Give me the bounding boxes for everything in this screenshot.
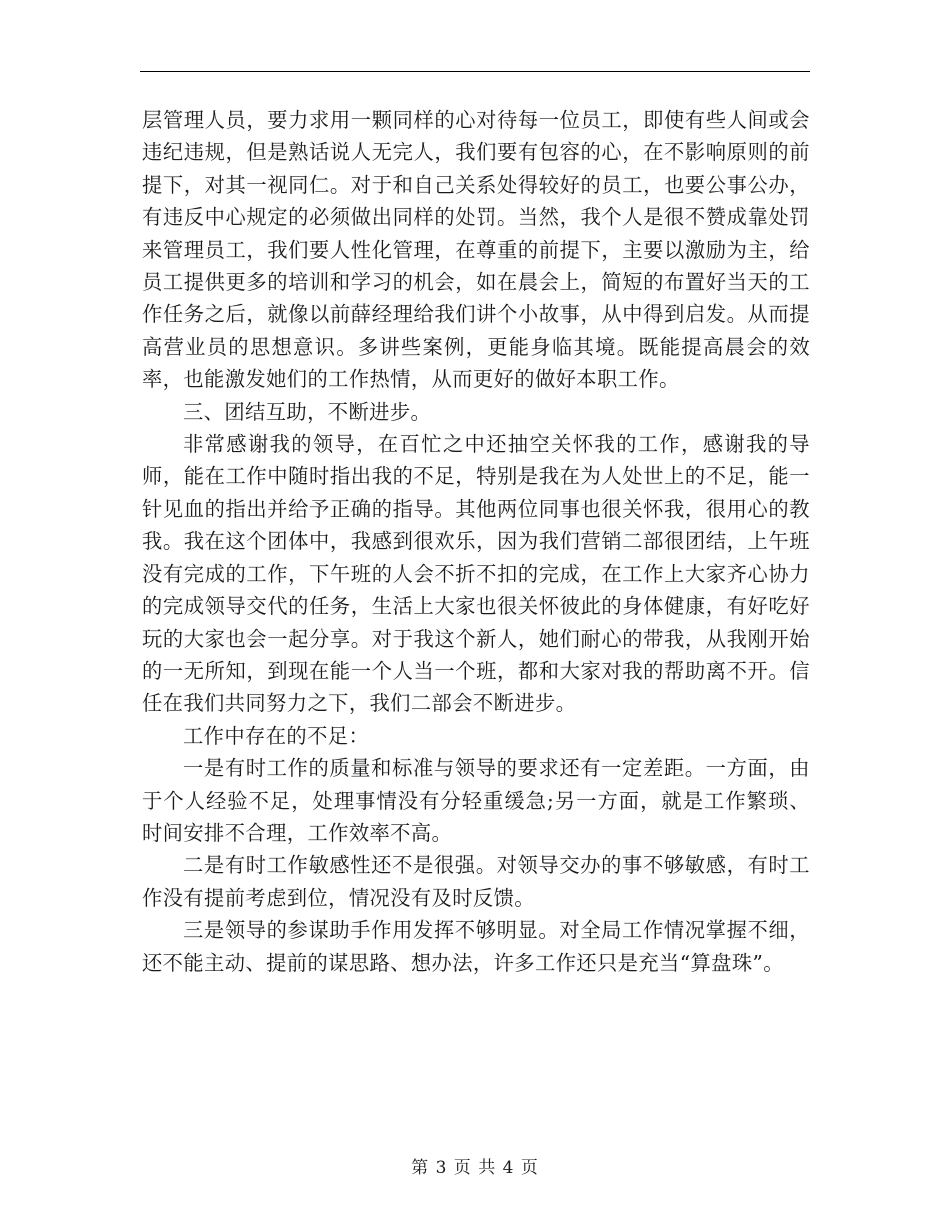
document-body <box>142 104 810 979</box>
section-heading: 三、团结互助，不断进步。 <box>183 399 432 424</box>
shortcomings-heading: 工作中存在的不足： <box>183 723 370 748</box>
header-rule <box>140 71 810 72</box>
shortcoming-item-3: 三是领导的参谋助手作用发挥不够明显。对全局工作情况掌握不细，还不能主动、提前的谋思路、想办法，许多工作还只是充当“算盘珠”。 <box>142 918 810 975</box>
paragraph-continued: 层管理人员，要力求用一颗同样的心对待每一位员工，即使有些人间或会违纪违规，但是熟话说人无完人，我们要有包容的心，在不影响原则的前提下，对其一视同仁。对于和自己关系处得较好的员工，也要公事公办，有违反中心规定的必须做出同样的处罚。当然，我个人是很不赞成靠处罚来管理员工，我们要人性化管理，在尊重的前提下，主要以激励为主，给员工提供更多的培训和学习的机会，如在晨会上，简短的布置好当天的工作任务之后，就像以前薛经理给我们讲个小故事，从中得到启发。从而提高营业员的思想意识。多讲些案例，更能身临其境。既能提高晨会的效率，也能激发她们的工作热情，从而更好的做好本职工作。 <box>142 108 810 392</box>
page-number: 第 3 页 共 4 页 <box>411 1158 539 1178</box>
shortcoming-item-2: 二是有时工作敏感性还不是很强。对领导交办的事不够敏感，有时工作没有提前考虑到位，情况没有及时反馈。 <box>142 853 810 910</box>
paragraph-thanks: 非常感谢我的领导，在百忙之中还抽空关怀我的工作，感谢我的导师，能在工作中随时指出我的不足，特别是我在为人处世上的不足，能一针见血的指出并给予正确的指导。其他两位同事也很关怀我，很用心的教我。我在这个团体中，我感到很欢乐，因为我们营销二部很团结，上午班没有完成的工作，下午班的人会不折不扣的完成，在工作上大家齐心协力的完成领导交代的任务，生活上大家也很关怀彼此的身体健康，有好吃好玩的大家也会一起分享。对于我这个新人，她们耐心的带我，从我刚开始的一无所知，到现在能一个人当一个班，都和大家对我的帮助离不开。信任在我们共同努力之下，我们二部会不断进步。 <box>142 432 810 716</box>
shortcoming-item-1: 一是有时工作的质量和标准与领导的要求还有一定差距。一方面，由于个人经验不足，处理事情没有分轻重缓急;另一方面，就是工作繁琐、时间安排不合理，工作效率不高。 <box>142 756 810 845</box>
